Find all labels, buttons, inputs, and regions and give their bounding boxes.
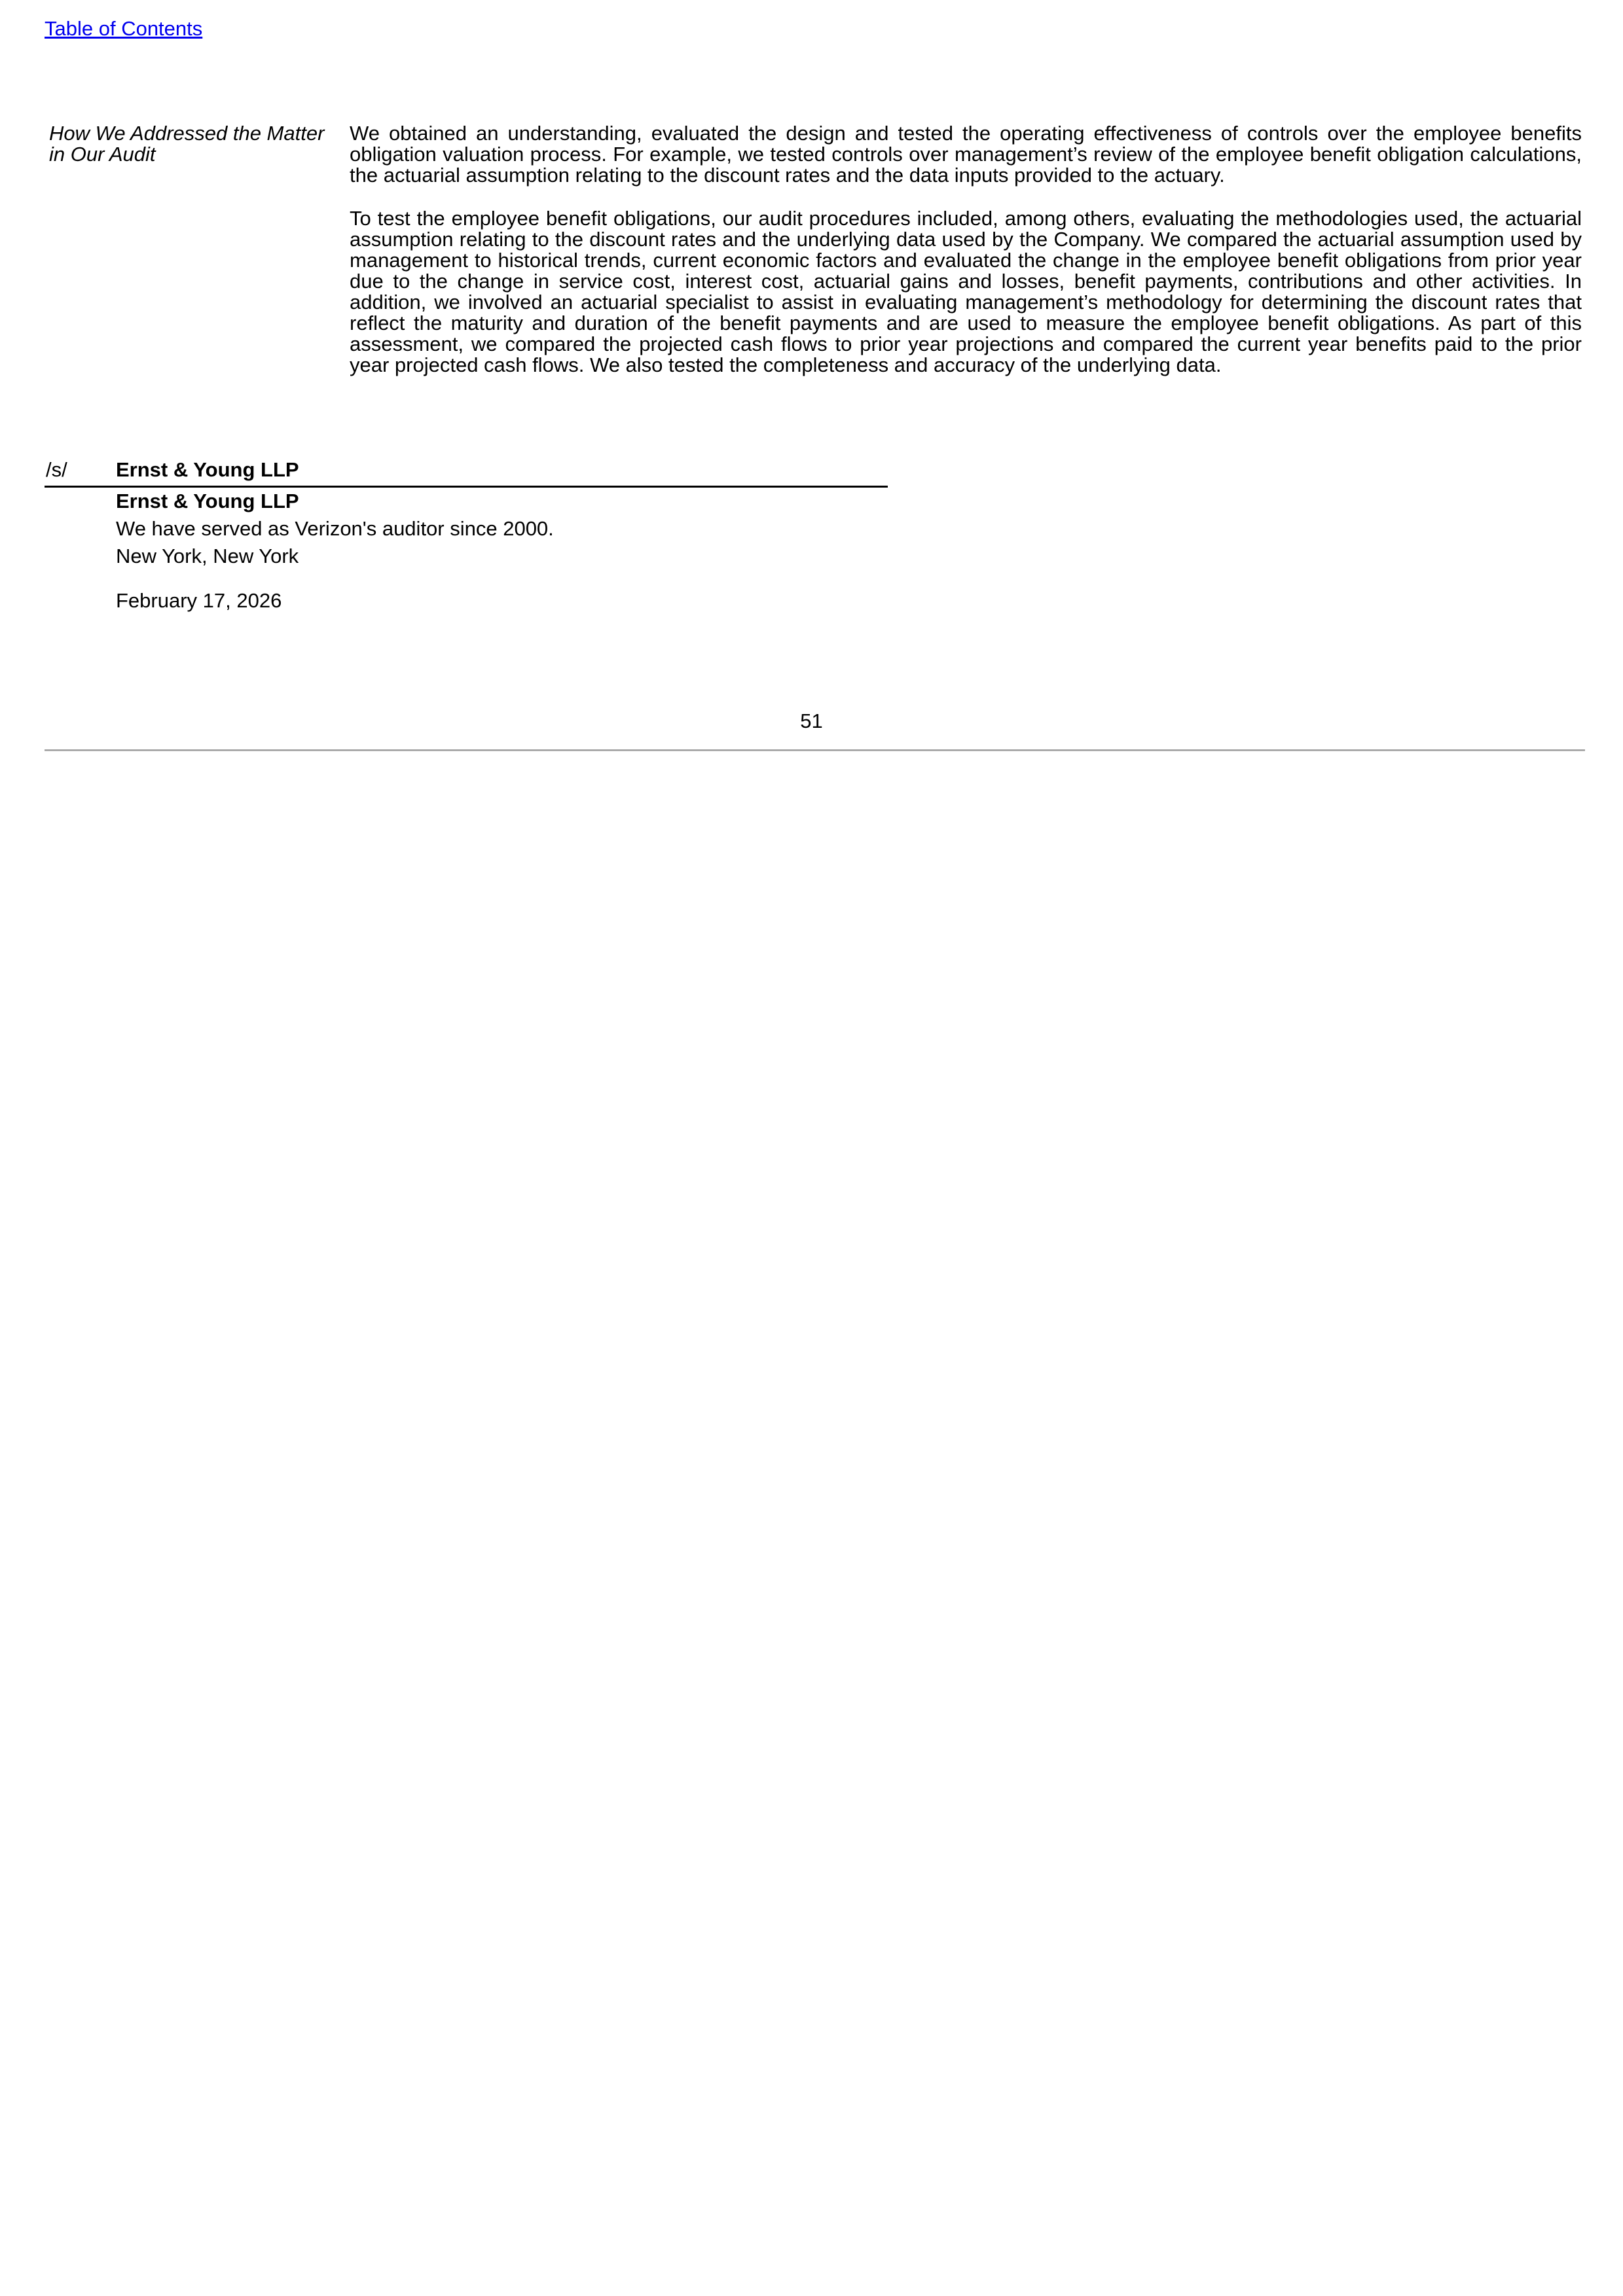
- signature-prefix: /s/: [46, 458, 67, 481]
- auditor-firm-name: Ernst & Young LLP: [116, 490, 299, 512]
- cam-paragraph-2: To test the employee benefit obligations, our audit procedures included, among others, evaluating the methodologies used, the actuarial assumption relating to the discount rates and the underlying data used by the Company. We compared the actuarial assumption used by management to historical trends, current economic factors and evaluated the change in the employee benefit obligations from prior year due to the change in service cost, interest cost, actuarial gains and losses, benefit payments, contributions and other activities. In addition, we involved an actuarial specialist to assist in evaluating management’s methodology for determining the discount rates that reflect the maturity and duration of the benefit payments and are used to measure the employee benefit obligations. As part of this assessment, we compared the projected cash flows to prior year projections and compared the current year benefits paid to the prior year projected cash flows. We also tested the completeness and accuracy of the underlying data.: [350, 207, 1582, 376]
- auditor-tenure-statement: We have served as Verizon's auditor since 2000.: [116, 517, 554, 540]
- report-date: February 17, 2026: [116, 589, 282, 612]
- table-of-contents-link[interactable]: Table of Contents: [45, 17, 203, 40]
- cam-section-body: [350, 123, 1582, 376]
- cam-section-label: How We Addressed the Matter in Our Audit: [49, 122, 325, 166]
- cam-paragraph-1: We obtained an understanding, evaluated the design and tested the operating effectiveness of controls over the employee benefits obligation valuation process. For example, we tested controls over management’s review of the employee benefit obligation calculations, the actuarial assumption relating to the discount rates and the data inputs provided to the actuary.: [350, 122, 1582, 187]
- signature-name: Ernst & Young LLP: [116, 458, 299, 481]
- auditor-signature-block: [45, 457, 888, 615]
- page-number: 51: [800, 709, 823, 732]
- signature-line: [45, 457, 888, 488]
- page-divider: [45, 749, 1585, 751]
- auditor-location: New York, New York: [116, 545, 299, 567]
